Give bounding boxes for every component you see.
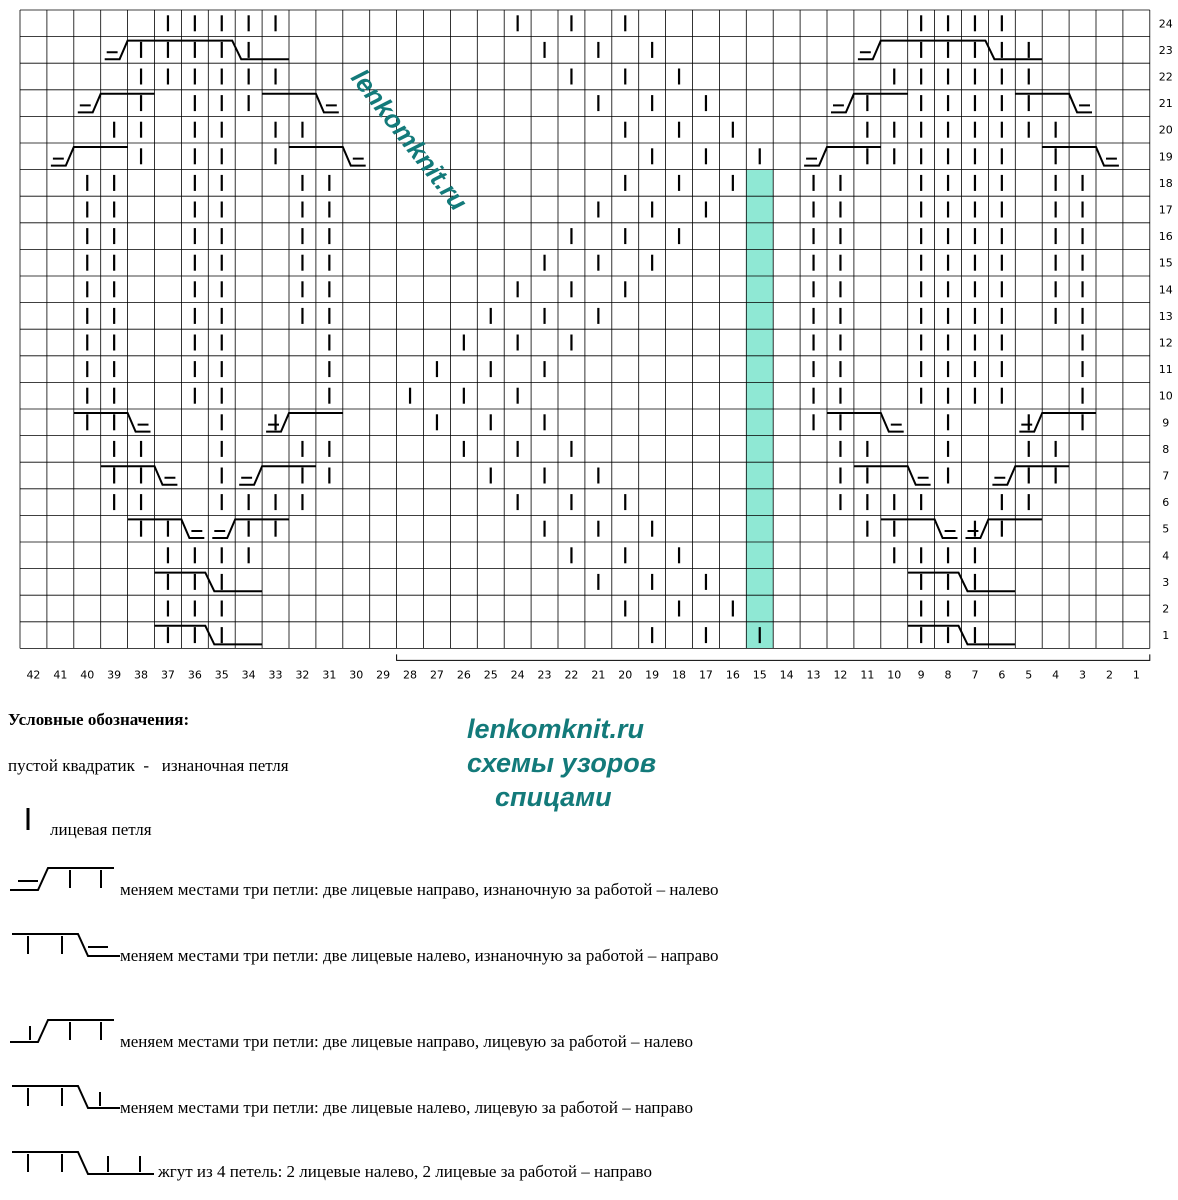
column-number: 35 [214, 668, 229, 682]
row-number: 22 [1158, 70, 1173, 84]
column-number: 26 [456, 668, 471, 682]
legend-cross-right-knit [8, 1012, 1008, 1052]
column-number: 42 [26, 668, 41, 682]
legend-cable4 [8, 1144, 1108, 1184]
column-number: 3 [1079, 668, 1087, 682]
row-number: 3 [1162, 575, 1170, 589]
legend-cross-left-purl-label: меняем местами три петли: две лицевые налево, изнаночную за работой – направо [120, 946, 719, 965]
column-number: 28 [403, 668, 418, 682]
row-number: 15 [1158, 256, 1173, 270]
cable-symbol [262, 94, 339, 113]
cable-symbol [212, 519, 289, 538]
cable-symbol [74, 413, 151, 432]
column-number: 34 [241, 668, 256, 682]
cross-left-knit-icon [8, 1078, 124, 1118]
legend-cable4-label: жгут из 4 петель: 2 лицевые налево, 2 лицевые за работой – направо [158, 1162, 652, 1181]
row-number: 10 [1158, 389, 1173, 403]
column-number: 25 [483, 668, 498, 682]
column-number: 30 [349, 668, 364, 682]
row-number: 7 [1162, 469, 1170, 483]
column-number: 6 [998, 668, 1006, 682]
cable-symbol [858, 41, 935, 60]
legend-cross-right-purl-label: меняем местами три петли: две лицевые направо, изнаночную за работой – налево [120, 880, 719, 899]
column-number: 8 [944, 668, 952, 682]
site-caption [467, 712, 656, 814]
legend-cross-left-purl [8, 926, 1008, 966]
row-number: 17 [1158, 203, 1173, 217]
row-number: 6 [1162, 496, 1170, 510]
column-number: 37 [160, 668, 175, 682]
column-number: 32 [295, 668, 310, 682]
column-number: 14 [779, 668, 794, 682]
cable-symbol [78, 94, 155, 113]
cross-right-purl-icon [8, 860, 120, 900]
column-number: 38 [134, 668, 149, 682]
row-number: 2 [1162, 602, 1170, 616]
knit-symbol-icon [8, 800, 48, 840]
legend-cross-left-knit [8, 1078, 1008, 1118]
column-number: 29 [376, 668, 391, 682]
column-number: 39 [107, 668, 122, 682]
site-caption-line3: спицами [495, 782, 612, 812]
cable-symbol [1015, 94, 1092, 113]
column-number: 24 [510, 668, 525, 682]
cable-symbol [51, 147, 128, 166]
row-number: 13 [1158, 309, 1173, 323]
column-number: 16 [725, 668, 740, 682]
row-number: 20 [1158, 123, 1173, 137]
column-number: 12 [833, 668, 848, 682]
cable-symbol [831, 94, 908, 113]
cable-symbol [239, 466, 316, 485]
column-number: 20 [618, 668, 633, 682]
column-number: 41 [53, 668, 68, 682]
cable-symbol [881, 519, 958, 538]
row-number: 12 [1158, 336, 1173, 350]
repeat-bracket [397, 654, 1150, 660]
column-number: 17 [698, 668, 713, 682]
column-number: 31 [322, 668, 337, 682]
column-number: 10 [887, 668, 902, 682]
column-number: 15 [752, 668, 767, 682]
column-number: 27 [429, 668, 444, 682]
row-number: 8 [1162, 442, 1170, 456]
row-number: 23 [1158, 43, 1173, 57]
cable-symbol [101, 466, 178, 485]
row-number: 18 [1158, 176, 1173, 190]
legend-knit [8, 800, 308, 840]
column-number: 4 [1052, 668, 1060, 682]
row-number: 14 [1158, 283, 1173, 297]
row-number: 24 [1158, 17, 1173, 31]
column-number: 2 [1105, 668, 1113, 682]
row-number: 19 [1158, 150, 1173, 164]
legend-empty-square: пустой квадратик - изнаночная петля [8, 756, 289, 775]
column-number: 18 [672, 668, 687, 682]
column-number: 33 [268, 668, 283, 682]
watermark-text: lenkomknit.ru [345, 63, 474, 217]
column-number: 11 [860, 668, 875, 682]
cable4-icon [8, 1144, 158, 1184]
column-number: 9 [917, 668, 925, 682]
column-number: 1 [1132, 668, 1140, 682]
column-number: 22 [564, 668, 579, 682]
cable-symbol [827, 413, 904, 432]
cable-symbol [289, 147, 366, 166]
column-number: 5 [1025, 668, 1033, 682]
column-number: 19 [645, 668, 660, 682]
column-number: 7 [971, 668, 979, 682]
cable-symbol [804, 147, 881, 166]
legend-cross-right-purl [8, 860, 1008, 900]
legend-cross-left-knit-label: меняем местами три петли: две лицевые налево, лицевую за работой – направо [120, 1098, 693, 1117]
site-caption-line1: lenkomknit.ru [467, 714, 645, 744]
column-number: 13 [806, 668, 821, 682]
chart-grid [20, 10, 1150, 648]
cable-symbol [992, 466, 1069, 485]
cable-symbol [128, 519, 205, 538]
row-number: 16 [1158, 230, 1173, 244]
legend-knit-label: лицевая петля [50, 820, 152, 839]
row-number: 11 [1158, 363, 1173, 377]
column-number: 21 [591, 668, 606, 682]
row-number: 9 [1162, 416, 1170, 430]
row-number: 4 [1162, 549, 1170, 563]
cross-left-purl-icon [8, 926, 124, 966]
site-caption-line2: схемы узоров [467, 748, 657, 778]
cross-right-knit-icon [8, 1012, 120, 1052]
legend-cross-right-knit-label: меняем местами три петли: две лицевые направо, лицевую за работой – налево [120, 1032, 693, 1051]
cable-symbol [966, 519, 1043, 538]
row-number: 21 [1158, 97, 1173, 111]
row-number: 5 [1162, 522, 1170, 536]
row-number: 1 [1162, 629, 1170, 643]
cable-symbol [1042, 147, 1119, 166]
cable-symbol [105, 41, 182, 60]
cable-symbol [266, 413, 343, 432]
column-number: 23 [537, 668, 552, 682]
cable-symbol [854, 466, 931, 485]
legend-title: Условные обозначения: [8, 710, 190, 729]
column-number: 40 [80, 668, 95, 682]
cable-symbol [1019, 413, 1096, 432]
column-number: 36 [187, 668, 202, 682]
